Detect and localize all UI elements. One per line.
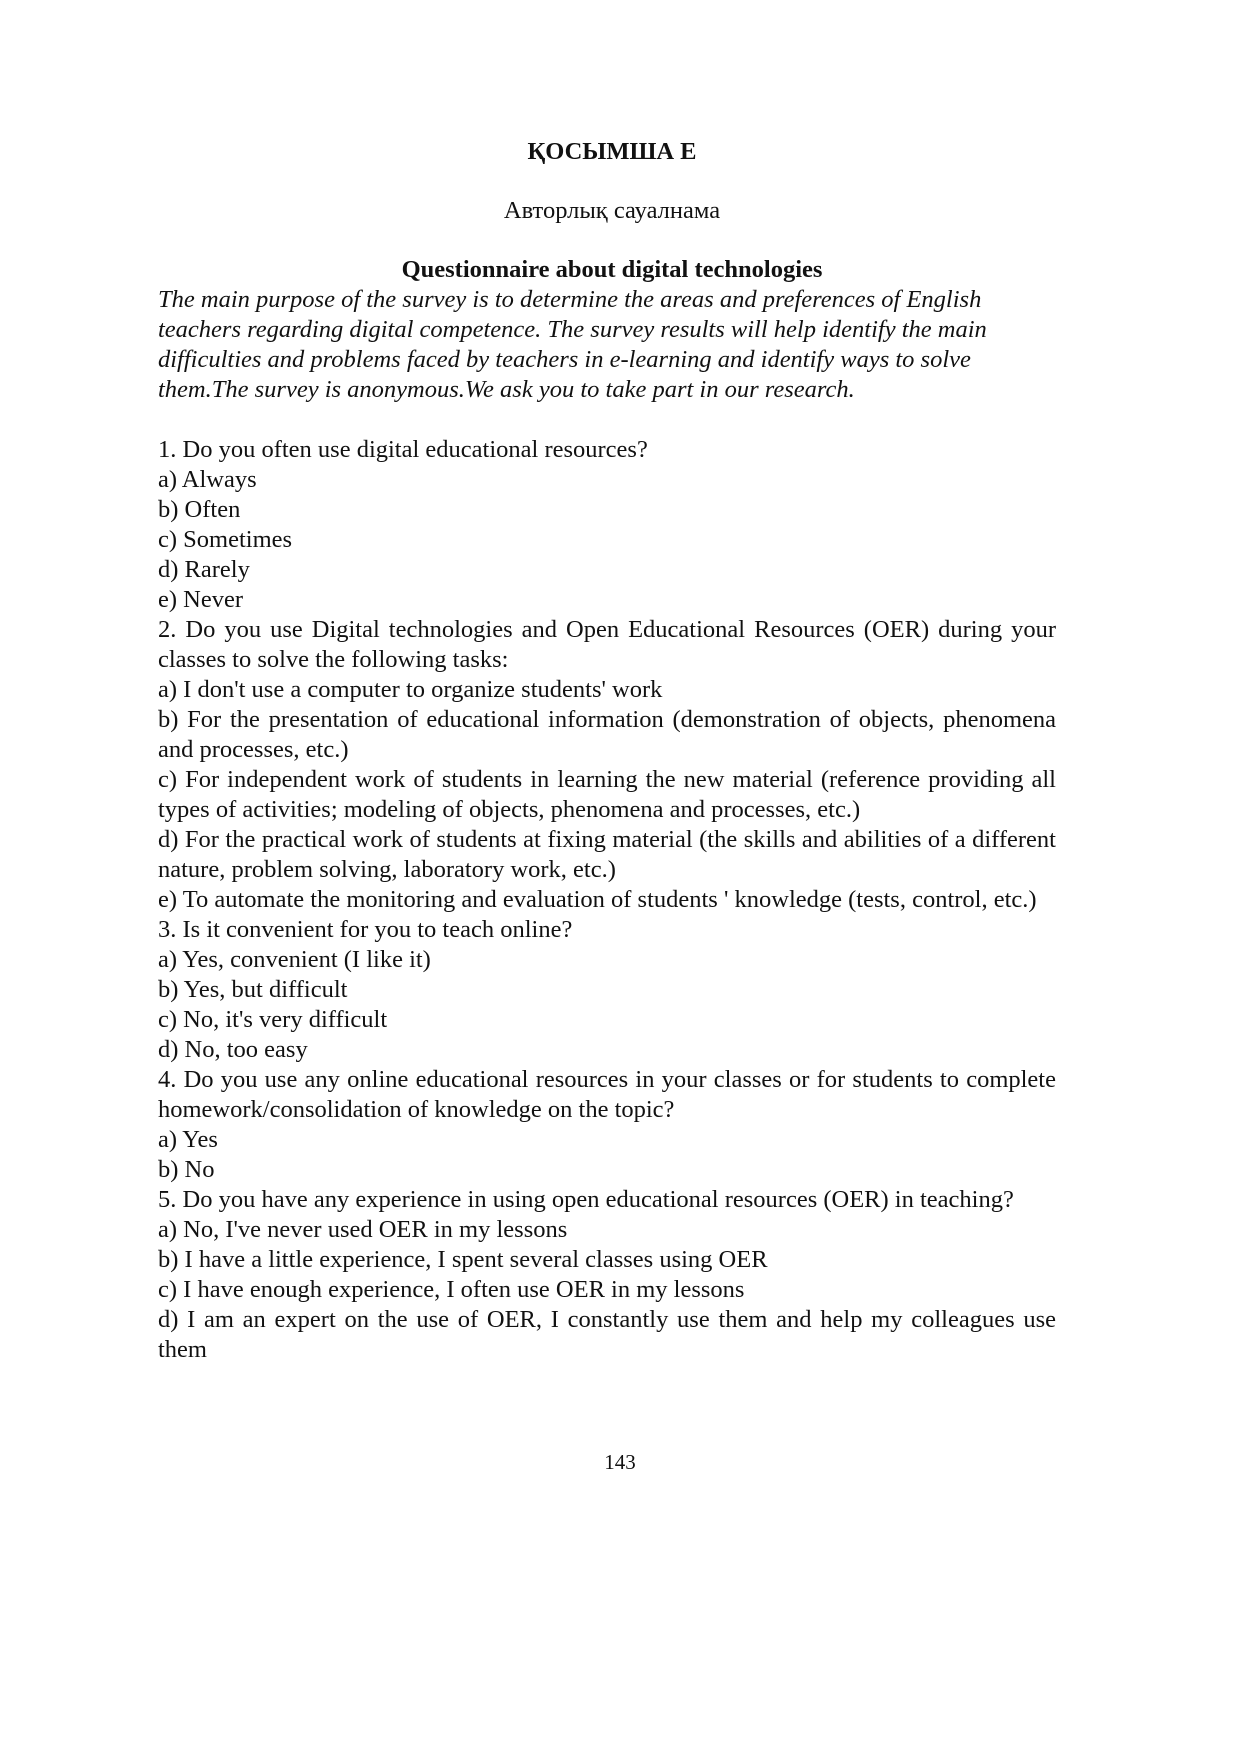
answer-option: b) For the presentation of educational information (demonstration of objects, phenomena and processes, etc.) — [158, 706, 1056, 763]
answer-option: d) No, too easy — [158, 1036, 308, 1063]
answer-option: c) For independent work of students in learning the new material (reference providing all types of activities; modeling of objects, phenomena and processes, etc.) — [158, 766, 1056, 823]
answer-option: c) I have enough experience, I often use OER in my lessons — [158, 1276, 745, 1303]
answer-option: d) Rarely — [158, 556, 250, 583]
question-3 — [158, 915, 1056, 1065]
answer-option: a) Yes, convenient (I like it) — [158, 946, 431, 973]
question-1 — [158, 435, 1056, 615]
question-text: 4. Do you use any online educational resources in your classes or for students to complete homework/consolidation of knowledge on the topic? — [158, 1066, 1056, 1123]
question-text: 2. Do you use Digital technologies and Open Educational Resources (OER) during your classes to solve the following tasks: — [158, 616, 1056, 673]
answer-option: a) Always — [158, 466, 257, 493]
answer-option: a) No, I've never used OER in my lessons — [158, 1216, 568, 1243]
page-content — [158, 132, 1056, 1365]
answer-option: e) Never — [158, 586, 244, 613]
answer-option: b) I have a little experience, I spent several classes using OER — [158, 1246, 768, 1273]
answer-option: c) No, it's very difficult — [158, 1006, 388, 1033]
question-5 — [158, 1185, 1056, 1365]
question-4 — [158, 1065, 1056, 1185]
appendix-title: ҚОСЫМША Е — [527, 138, 697, 165]
questionnaire-title: Questionnaire about digital technologies — [401, 256, 823, 283]
answer-option: c) Sometimes — [158, 526, 293, 553]
answer-option: a) Yes — [158, 1126, 218, 1153]
survey-intro-paragraph: The main purpose of the survey is to determine the areas and preferences of English teachers regarding digital competence. The survey results will help identify the main difficulties and problems faced by teachers in e-learning and identify ways to solve them.The survey is anonymous.We ask you to take part in our research. — [158, 286, 987, 403]
author-questionnaire-subtitle: Авторлық сауалнама — [503, 197, 721, 224]
question-2 — [158, 615, 1056, 915]
answer-option: d) For the practical work of students at fixing material (the skills and abilities of a different nature, problem solving, laboratory work, etc.) — [158, 826, 1056, 883]
blank-line — [158, 405, 1056, 435]
question-text: 1. Do you often use digital educational resources? — [158, 436, 648, 463]
answer-option: e) To automate the monitoring and evaluation of students ' knowledge (tests, control, etc.) — [158, 886, 1037, 913]
answer-option: b) Yes, but difficult — [158, 976, 348, 1003]
answer-option: a) I don't use a computer to organize students' work — [158, 676, 663, 703]
question-text: 5. Do you have any experience in using open educational resources (OER) in teaching? — [158, 1186, 1014, 1213]
page-number: 143 — [604, 1450, 636, 1474]
answer-option: b) No — [158, 1156, 215, 1183]
question-text: 3. Is it convenient for you to teach online? — [158, 916, 573, 943]
answer-option: b) Often — [158, 496, 241, 523]
answer-option: d) I am an expert on the use of OER, I constantly use them and help my colleagues use them — [158, 1306, 1056, 1363]
